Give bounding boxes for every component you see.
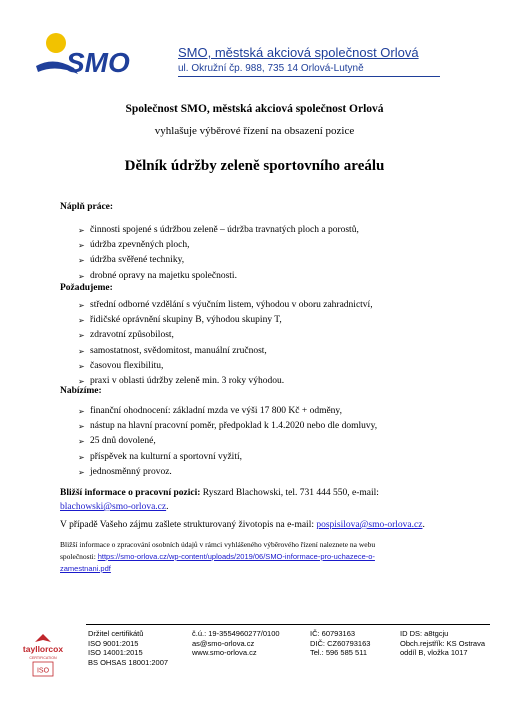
bullet-arrow-icon: ➢	[78, 377, 85, 387]
footer-text: www.smo-orlova.cz	[192, 648, 257, 658]
intro-company: Společnost SMO, městská akciová společnost Orlová	[125, 103, 384, 115]
bullet-arrow-icon: ➢	[78, 361, 85, 371]
list-item: ➢ jednosměnný provoz.	[78, 465, 377, 480]
list-item: ➢ údržba svěřené techniky,	[78, 253, 359, 268]
cv-line	[60, 520, 425, 530]
list-item: ➢ činnosti spojené s údržbou zeleně – údržba travnatých ploch a porostů,	[78, 223, 359, 238]
footer-text: IČ: 60793163	[310, 629, 356, 638]
list-item: ➢ nástup na hlavní pracovní poměr, předpoklad k 1.4.2020 nebo dle domluvy,	[78, 419, 377, 434]
list-item: ➢ střední odborné vzdělání s výučním listem, výhodou v oboru zahradnictví,	[78, 298, 373, 313]
list-item: ➢ drobné opravy na majetku společnosti.	[78, 269, 359, 284]
footer-divider	[86, 624, 490, 625]
footer-text: Tel.: 596 585 511	[310, 648, 367, 658]
gdpr-line-2	[60, 552, 375, 561]
contact-email-line	[60, 502, 168, 512]
bullet-arrow-icon: ➢	[78, 422, 85, 432]
contact-email-suffix: .	[166, 502, 169, 512]
header-divider	[178, 76, 440, 77]
bullet-arrow-icon: ➢	[78, 226, 85, 235]
list-item: ➢ časovou flexibilitu,	[78, 359, 373, 374]
duties-list	[78, 223, 359, 284]
list-item: ➢ finanční ohodnocení: základní mzda ve výši 17 800 Kč + odměny,	[78, 404, 377, 419]
footer-text: Obch.rejstřík: KS Ostrava	[400, 638, 486, 648]
contact-label: Bližší informace o pracovní pozici:	[60, 488, 201, 498]
footer-text: DIČ: CZ60793163	[310, 638, 371, 648]
gdpr-prefix: společnosti:	[60, 552, 98, 561]
contact-line	[60, 488, 379, 498]
offers-list	[78, 404, 377, 480]
bullet-arrow-icon: ➢	[78, 407, 85, 416]
footer-ids	[310, 629, 370, 658]
footer-certificates	[88, 629, 168, 667]
cv-text: V případě Vašeho zájmu zašlete strukturovaný životopis na e-mail:	[60, 520, 317, 530]
list-item: ➢ řidičské oprávnění skupiny B, výhodou skupiny T,	[78, 313, 373, 328]
bullet-arrow-icon: ➢	[78, 271, 85, 281]
gdpr-line-1: Bližší informace o zpracování osobních údajů v rámci vyhlášeného výběrového řízení naleznete na webu	[60, 540, 376, 549]
bullet-arrow-icon: ➢	[78, 346, 85, 356]
gdpr-link[interactable]: https://smo-orlova.cz/wp-content/uploads/2019/06/SMO-informace-pro-uchazece-o-	[97, 552, 375, 561]
cert-crown-icon	[35, 634, 51, 642]
list-item: ➢ 25 dnů dovolené,	[78, 434, 377, 449]
bullet-arrow-icon: ➢	[78, 241, 85, 251]
footer-text: ID DS: a8tgcju	[400, 629, 449, 638]
bullet-arrow-icon: ➢	[78, 467, 85, 477]
cert-sub: CERTIFICATION	[29, 656, 57, 660]
logo-text: SMO	[66, 47, 130, 78]
bullet-arrow-icon: ➢	[78, 452, 85, 462]
footer-text: as@smo-orlova.cz	[192, 638, 255, 648]
bullet-arrow-icon: ➢	[78, 301, 85, 310]
footer-bank-contact	[192, 629, 280, 658]
list-item: ➢ samostatnost, svědomitost, manuální zručnost,	[78, 344, 373, 359]
smo-logo	[34, 30, 174, 80]
contact-text: Ryszard Blachowski, tel. 731 444 550, e-mail:	[200, 488, 379, 498]
list-item: ➢ údržba zpevněných ploch,	[78, 238, 359, 253]
contact-email-link[interactable]: blachowski@smo-orlova.cz	[60, 502, 167, 512]
footer-text: ISO 9001:2015	[88, 638, 139, 648]
footer-text: č.ú.: 19-3554960277/0100	[192, 629, 280, 638]
footer-text: oddíl B, vložka 1017	[400, 648, 468, 658]
cv-suffix: .	[422, 520, 425, 530]
bullet-arrow-icon: ➢	[78, 316, 85, 326]
intro-announce: vyhlašuje výběrové řízení na obsazení pozice	[154, 125, 355, 137]
offers-heading: Nabízíme:	[60, 386, 102, 396]
requirements-heading: Požadujeme:	[60, 283, 113, 293]
footer-text: Držitel certifikátů	[88, 629, 144, 638]
cert-brand: tayllorcox	[22, 644, 64, 654]
requirements-list	[78, 298, 373, 389]
cv-email-link[interactable]: pospisilova@smo-orlova.cz	[316, 520, 423, 530]
footer-registry	[400, 629, 485, 658]
company-name: SMO, městská akciová společnost Orlová	[178, 45, 419, 60]
gdpr-line-3	[60, 564, 111, 573]
gdpr-link-continued[interactable]: zamestnani.pdf	[60, 564, 111, 573]
footer-text: ISO 14001:2015	[88, 648, 143, 658]
bullet-arrow-icon: ➢	[78, 256, 85, 266]
position-title: Dělník údržby zeleně sportovního areálu	[124, 158, 385, 174]
cert-iso: ISO	[36, 667, 50, 675]
list-item: ➢ praxi v oblasti údržby zeleně min. 3 roky výhodou.	[78, 374, 373, 389]
bullet-arrow-icon: ➢	[78, 437, 85, 447]
company-address: ul. Okružní čp. 988, 735 14 Orlová-Lutyně	[178, 63, 364, 74]
bullet-arrow-icon: ➢	[78, 331, 85, 341]
certification-logo	[8, 632, 78, 678]
logo-sun-icon	[46, 33, 66, 53]
duties-heading: Náplň práce:	[60, 202, 114, 212]
footer-text: BS OHSAS 18001:2007	[88, 657, 169, 667]
list-item: ➢ příspěvek na kulturní a sportovní vyžití,	[78, 450, 377, 465]
list-item: ➢ zdravotní způsobilost,	[78, 328, 373, 343]
